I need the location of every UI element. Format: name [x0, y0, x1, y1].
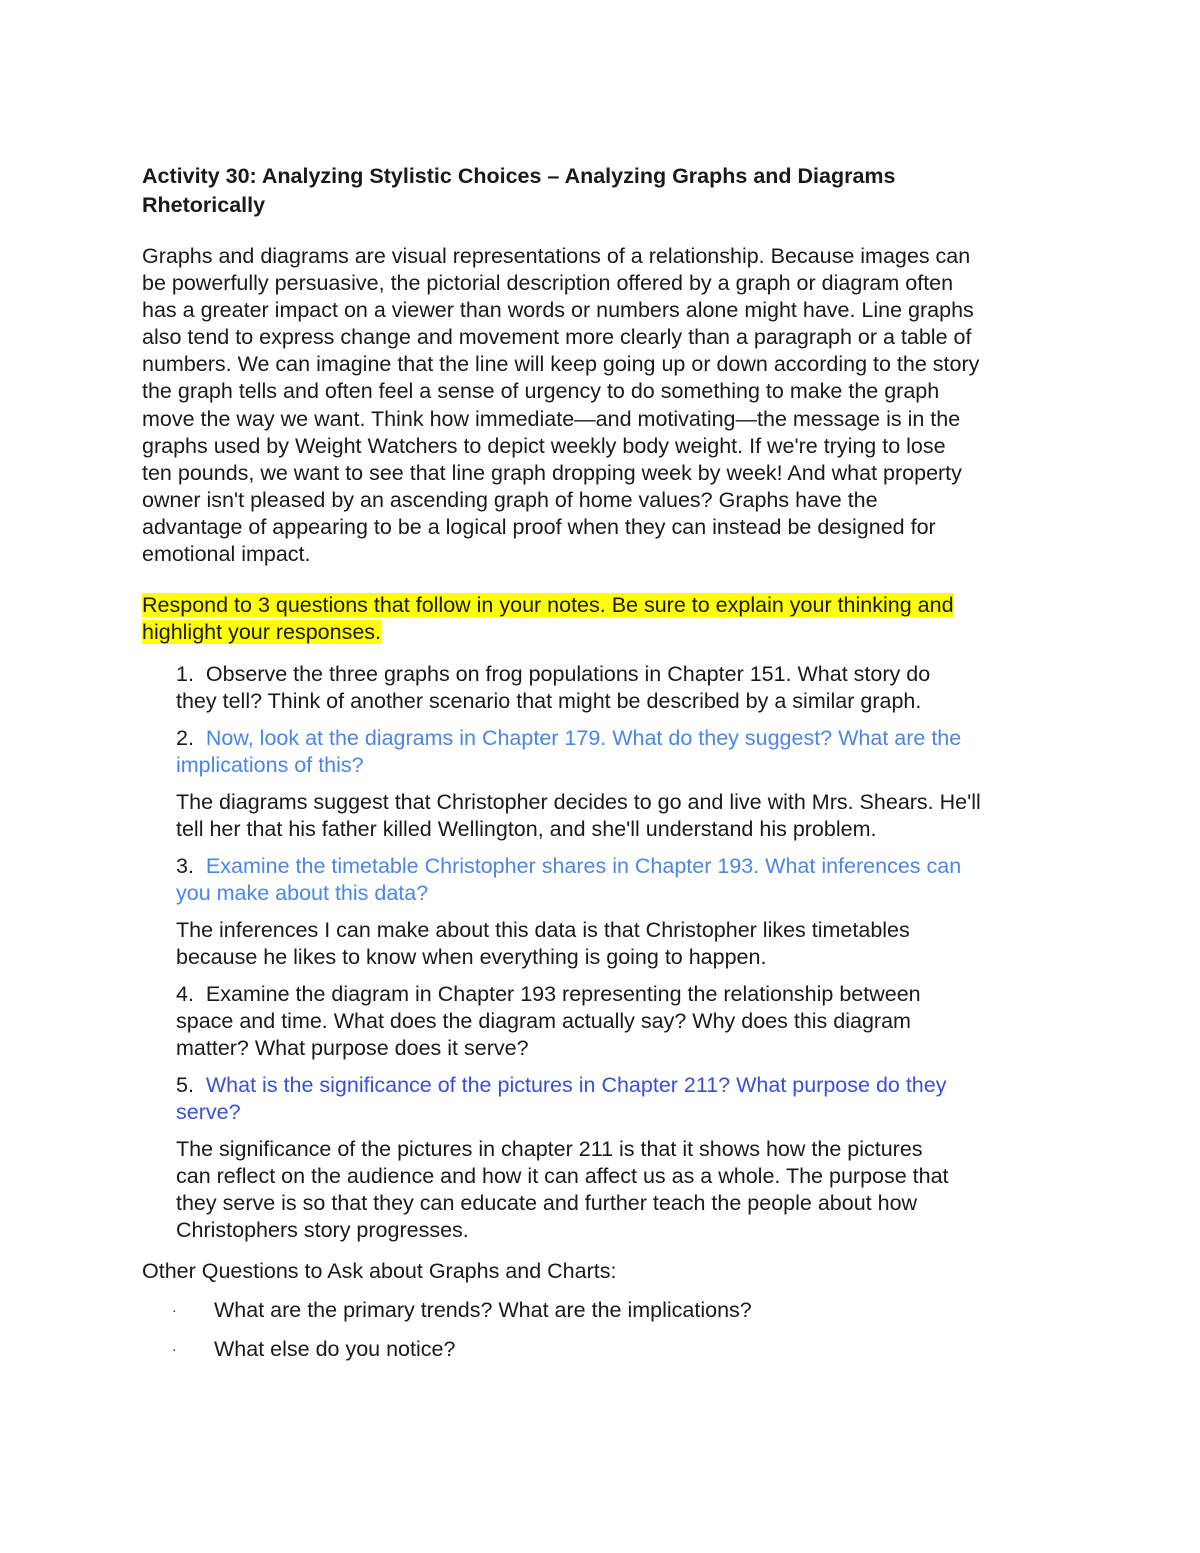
question-text: Now, look at the diagrams in Chapter 179. What do they suggest? What are the implications of this?	[176, 726, 962, 778]
intro-paragraph: Graphs and diagrams are visual representations of a relationship. Because images can be powerfully persuasive, the pictorial description offered by a graph or diagram often has a greater impact on a viewer than words or numbers alone might have. Line graphs also tend to express change and movement more clearly than a paragraph or a table of numbers. We can imagine that the line will keep going up or down according to the story the graph tells and often feel a sense of urgency to do something to make the graph move the way we want. Think how immediate—and motivating—the message is in the graphs used by Weight Watchers to depict weekly body weight. If we're trying to lose ten pounds, we want to see that line graph dropping week by week! And what property owner isn't pleased by an ascending graph of home values? Graphs have the advantage of appearing to be a logical proof when they can instead be designed for emotional impact.	[142, 244, 980, 567]
question-number: 5.	[176, 1073, 194, 1098]
document-page	[142, 162, 1062, 1375]
question-item-2	[176, 725, 1062, 779]
question-text: Examine the timetable Christopher shares in Chapter 193. What inferences can you make about this data?	[176, 854, 962, 906]
question-item-4	[176, 981, 1062, 1062]
question-item-3	[176, 853, 1062, 907]
answer-3: The inferences I can make about this data is that Christopher likes timetables because he likes to know when everything is going to happen.	[176, 918, 910, 970]
question-number: 4.	[176, 982, 194, 1007]
answer-2: The diagrams suggest that Christopher decides to go and live with Mrs. Shears. He'll tell her that his father killed Wellington, and she'll understand his problem.	[176, 790, 981, 842]
bullet-dot-icon: ·	[172, 1341, 177, 1358]
list-item	[142, 1297, 1062, 1324]
question-number: 1.	[176, 662, 194, 687]
answer-5: The significance of the pictures in chapter 211 is that it shows how the pictures can reflect on the audience and how it can affect us as a whole. The purpose that they serve is so that they can educate and further teach the people about how Christophers story progresses.	[176, 1137, 949, 1243]
bullet-dot-icon: ·	[172, 1302, 177, 1319]
question-list	[176, 661, 1062, 1244]
document-title: Activity 30: Analyzing Stylistic Choices – Analyzing Graphs and Diagrams Rhetorically	[142, 164, 896, 217]
instruction-paragraph	[142, 592, 1062, 646]
other-questions-heading: Other Questions to Ask about Graphs and Charts:	[142, 1259, 617, 1284]
question-text: What is the significance of the pictures in Chapter 211? What purpose do they serve?	[176, 1073, 947, 1125]
list-item	[142, 1336, 1062, 1363]
question-item-1	[176, 661, 1062, 715]
question-number: 3.	[176, 854, 194, 879]
question-number: 2.	[176, 726, 194, 751]
question-text: Examine the diagram in Chapter 193 representing the relationship between space and time. What does the diagram actually say? Why does this diagram matter? What purpose does it serve?	[176, 982, 921, 1061]
other-questions-list	[142, 1297, 1062, 1363]
bullet-text: What are the primary trends? What are the implications?	[214, 1298, 752, 1323]
question-text: Observe the three graphs on frog populations in Chapter 151. What story do they tell? Think of another scenario that might be described by a similar graph.	[176, 662, 931, 714]
highlighted-instruction: Respond to 3 questions that follow in your notes. Be sure to explain your thinking and highlight your responses.	[142, 593, 954, 645]
bullet-text: What else do you notice?	[214, 1337, 456, 1362]
question-item-5	[176, 1072, 1062, 1126]
